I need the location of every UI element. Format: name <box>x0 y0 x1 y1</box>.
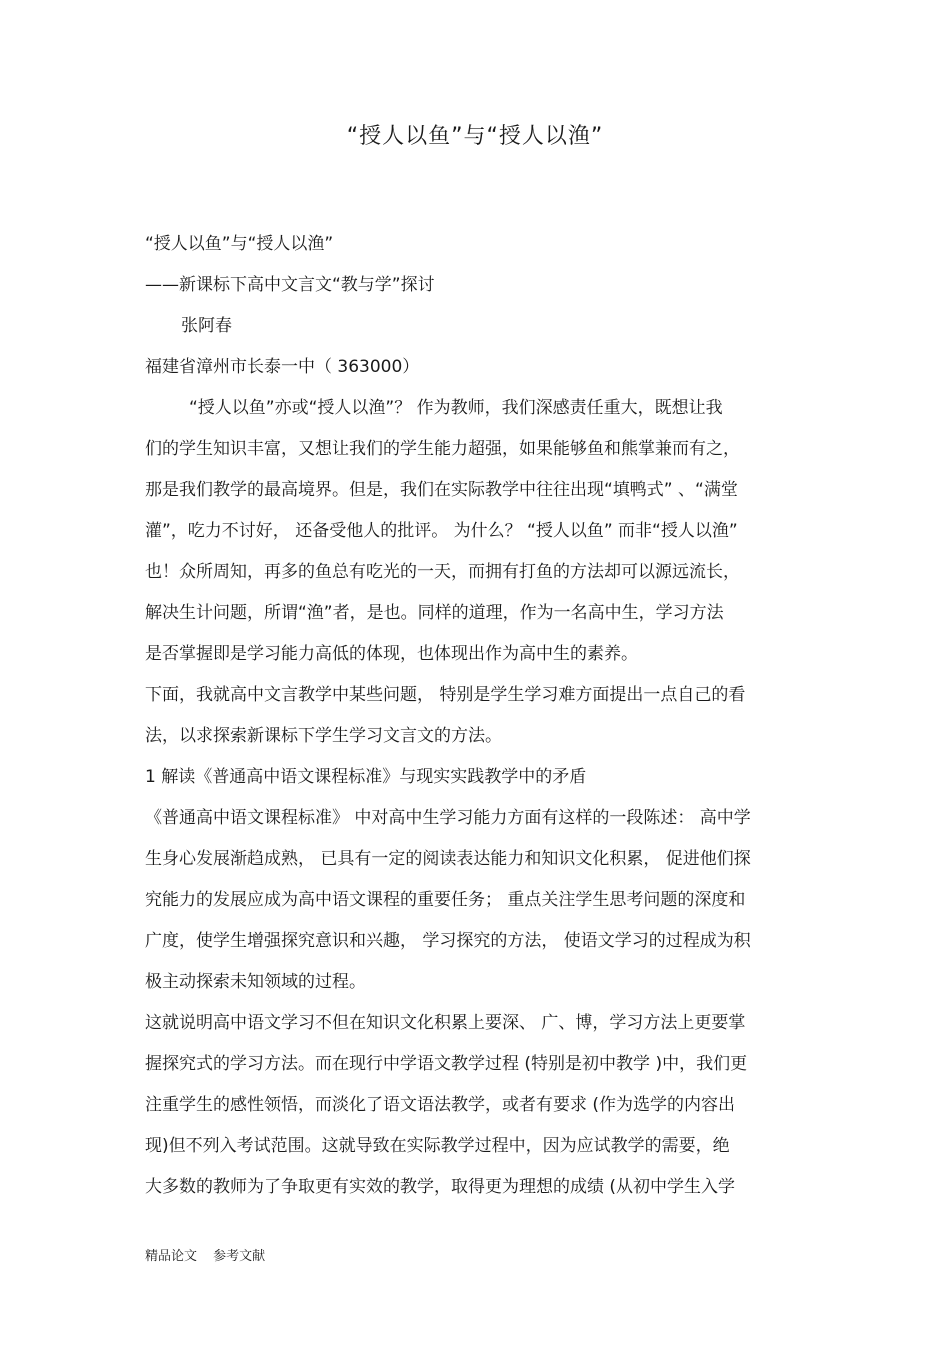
paragraph-line: 生身心发展渐趋成熟， 已具有一定的阅读表达能力和知识文化积累， 促进他们探 <box>145 849 751 869</box>
section-heading: 1 解读《普通高中语文课程标准》与现实实践教学中的矛盾 <box>145 767 587 787</box>
paragraph-line: 是否掌握即是学习能力高低的体现，也体现出作为高中生的素养。 <box>145 644 638 664</box>
footer-label-right: 参考文献 <box>213 1249 266 1264</box>
subtitle-secondary-line: ——新课标下高中文言文“教与学”探讨 <box>145 275 435 295</box>
paragraph-line: 握探究式的学习方法。而在现行中学语文教学过程 (特别是初中教学 )中，我们更 <box>145 1054 748 1074</box>
paragraph-line: 下面，我就高中文言教学中某些问题， 特别是学生学习难方面提出一点自己的看 <box>145 685 746 705</box>
paragraph-line: 灌”，吃力不讨好， 还备受他人的批评。 为什么？ “授人以鱼” 而非“授人以渔” <box>145 521 738 541</box>
paragraph-line: 究能力的发展应成为高中语文课程的重要任务； 重点关注学生思考问题的深度和 <box>145 890 746 910</box>
paragraph-line: 《普通高中语文课程标准》 中对高中生学习能力方面有这样的一段陈述： 高中学 <box>145 808 751 828</box>
author-line: 张阿春 <box>181 316 232 336</box>
paragraph-line: 法，以求探索新课标下学生学习文言文的方法。 <box>145 726 502 746</box>
paragraph-line: 这就说明高中语文学习不但在知识文化积累上要深、 广、博，学习方法上更要掌 <box>145 1013 746 1033</box>
paragraph-line: 也！众所周知，再多的鱼总有吃光的一天，而拥有打鱼的方法却可以源远流长， <box>145 562 740 582</box>
paragraph-line: “授人以鱼”亦或“授人以渔”？ 作为教师，我们深感责任重大，既想让我 <box>189 398 723 418</box>
paragraph-line: 广度，使学生增强探究意识和兴趣， 学习探究的方法， 使语文学习的过程成为积 <box>145 931 751 951</box>
affiliation-line: 福建省漳州市长泰一中（ 363000） <box>145 357 420 377</box>
paragraph-line: 大多数的教师为了争取更有实效的教学，取得更为理想的成绩 (从初中学生入学 <box>145 1177 736 1197</box>
subtitle-line: “授人以鱼”与“授人以渔” <box>145 234 334 254</box>
paragraph-line: 解决生计问题，所谓“渔”者，是也。同样的道理，作为一名高中生，学习方法 <box>145 603 724 623</box>
document-title: “授人以鱼”与“授人以渔” <box>346 124 604 149</box>
paragraph-line: 注重学生的感性领悟，而淡化了语文语法教学，或者有要求 (作为选学的内容出 <box>145 1095 736 1115</box>
footer-label-left: 精品论文 <box>145 1249 198 1264</box>
document-body <box>145 224 815 1208</box>
paragraph-line: 极主动探索未知领域的过程。 <box>145 972 366 992</box>
paragraph-line: 现)但不列入考试范围。这就导致在实际教学过程中，因为应试教学的需要，绝 <box>145 1136 730 1156</box>
paragraph-line: 那是我们教学的最高境界。但是，我们在实际教学中往往出现“填鸭式” 、“满堂 <box>145 480 738 500</box>
page-footer <box>145 1247 265 1267</box>
paragraph-line: 们的学生知识丰富，又想让我们的学生能力超强，如果能够鱼和熊掌兼而有之， <box>145 439 740 459</box>
